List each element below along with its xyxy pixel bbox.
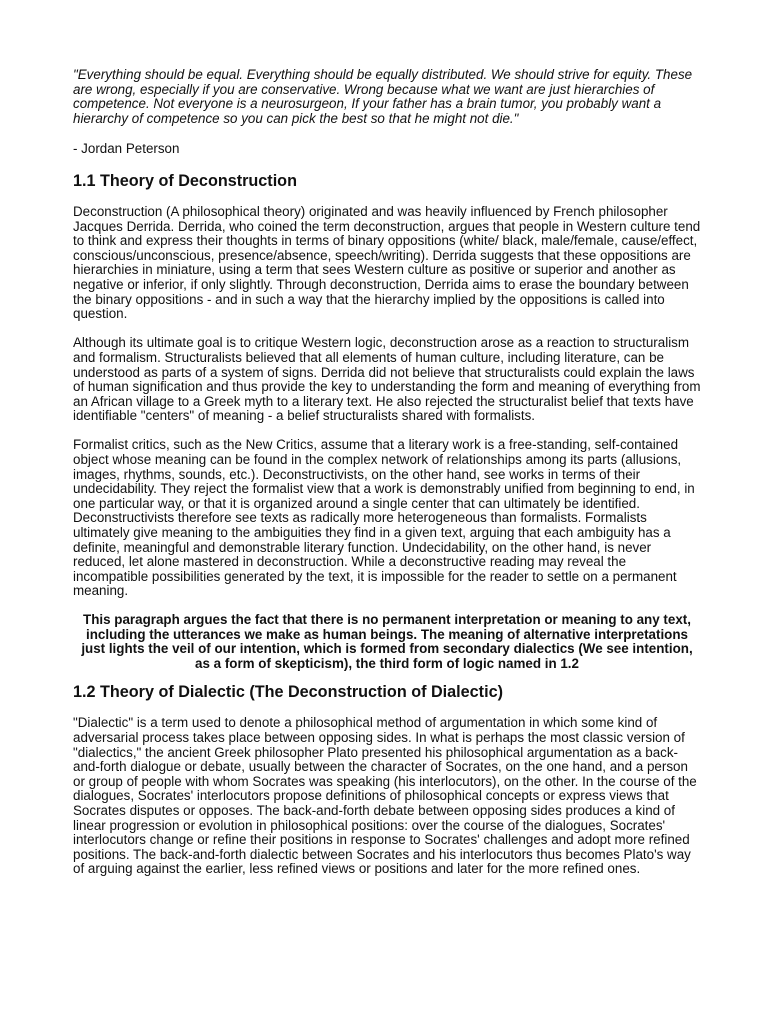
- section-heading-deconstruction: 1.1 Theory of Deconstruction: [73, 171, 297, 190]
- quote-attribution: - Jordan Peterson: [73, 141, 180, 157]
- document-page: [73, 68, 701, 877]
- dialectic-paragraph-1: "Dialectic" is a term used to denote a philosophical method of argumentation in which some kind of adversarial process takes place between opposing sides. In what is perhaps the most classic version of "dialectics," the ancient Greek philosopher Plato presented his philosophical argumentation as a back-and-forth dialogue or debate, usually between the character of Socrates, on the one hand, and a person or group of people with whom Socrates was speaking (his interlocutors), on the other. In the course of the dialogues, Socrates' interlocutors propose definitions of philosophical concepts or express views that Socrates disputes or opposes. The back-and-forth debate between opposing sides produces a kind of linear progression or evolution in philosophical positions: over the course of the dialogues, Socrates' interlocutors change or refine their positions in response to Socrates' challenges and adopt more refined positions. The back-and-forth dialectic between Socrates and his interlocutors thus becomes Plato's way of arguing against the earlier, less refined views or positions and later for the more refined ones.: [73, 715, 697, 877]
- deconstruction-paragraph-3: Formalist critics, such as the New Critics, assume that a literary work is a free-standing, self-contained object whose meaning can be found in the complex network of relationships among its parts (allusions, images, rhythms, sounds, etc.). Deconstructivists, on the other hand, see works in terms of their undecidability. They reject the formalist view that a work is demonstrably unified from beginning to end, in one particular way, or that it is organized around a single center that can ultimately be identified. Deconstructivists therefore see texts as radically more heterogeneous than formalists. Formalists ultimately give meaning to the ambiguities they find in a given text, arguing that each ambiguity has a definite, meaningful and demonstrable literary function. Undecidability, on the other hand, is never reduced, let alone mastered in deconstruction. While a deconstructive reading may reveal the incompatible possibilities generated by the text, it is impossible for the reader to settle on a permanent meaning.: [73, 437, 695, 599]
- deconstruction-paragraph-1: Deconstruction (A philosophical theory) originated and was heavily influenced by French philosopher Jacques Derrida. Derrida, who coined the term deconstruction, argues that people in Western culture tend to think and express their thoughts in terms of binary oppositions (white/ black, male/female, cause/effect, conscious/unconscious, presence/absence, speech/writing). Derrida suggests that these oppositions are hierarchies in miniature, using a term that sees Western culture as positive or superior and another as negative or inferior, if only slightly. Through deconstruction, Derrida aims to erase the boundary between the binary oppositions - and in such a way that the hierarchy implied by the oppositions is called into question.: [73, 203, 701, 322]
- deconstruction-paragraph-2: Although its ultimate goal is to critique Western logic, deconstruction arose as a reaction to structuralism and formalism. Structuralists believed that all elements of human culture, including literature, can be understood as parts of a system of signs. Derrida did not believe that structuralists could explain the laws of human signification and thus provide the key to understanding the form and meaning of everything from an African village to a Greek myth to a literary text. He also rejected the structuralist belief that texts have identifiable "centers" of meaning - a belief structuralists shared with formalists.: [73, 335, 701, 424]
- section-heading-dialectic: 1.2 Theory of Dialectic (The Deconstruction of Dialectic): [73, 683, 503, 702]
- opening-quote: "Everything should be equal. Everything should be equally distributed. We should strive for equity. These are wrong, especially if you are conservative. Wrong because what we want are just hierarchies of competence. Not everyone is a neurosurgeon, If your father has a brain tumor, you probably want a hierarchy of competence so you can pick the best so that he might not die.": [73, 67, 693, 126]
- bold-callout-paragraph: This paragraph argues the fact that there is no permanent interpretation or meaning to any text, including the utterances we make as human beings. The meaning of alternative interpretations just lights the veil of our intention, which is formed from secondary dialectics (We see intention, as a form of skepticism), the third form of logic named in 1.2: [81, 612, 693, 671]
